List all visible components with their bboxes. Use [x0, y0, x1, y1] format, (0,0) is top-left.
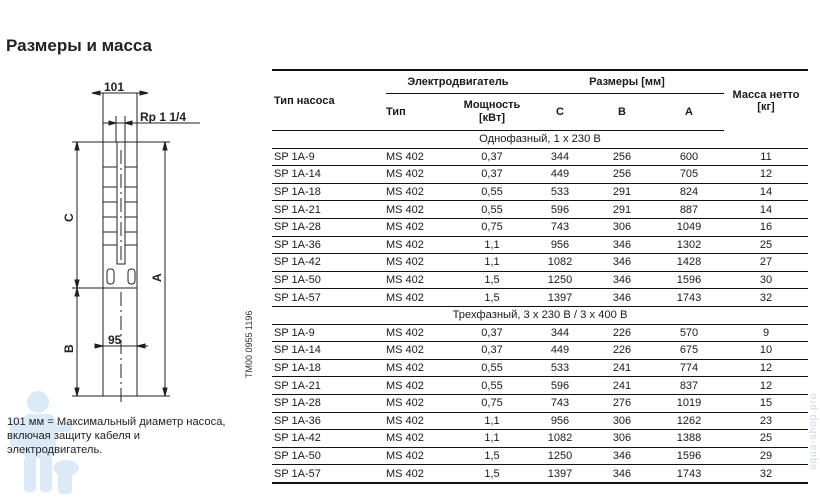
cell-b: 346 — [590, 447, 654, 465]
cell-a: 1388 — [654, 430, 724, 448]
cell-motor: MS 402 — [386, 218, 454, 236]
cell-power: 1,5 — [454, 271, 530, 289]
cell-motor: MS 402 — [386, 447, 454, 465]
cell-power: 0,75 — [454, 394, 530, 412]
table-row — [272, 289, 808, 307]
cell-pump: SP 1A-9 — [272, 148, 386, 166]
cell-mass: 14 — [724, 183, 808, 201]
dim-b-label: B — [62, 344, 76, 353]
cell-power: 0,37 — [454, 148, 530, 166]
cell-c: 449 — [530, 342, 590, 360]
cell-a: 1743 — [654, 465, 724, 483]
cell-c: 1397 — [530, 289, 590, 307]
cell-a: 824 — [654, 183, 724, 201]
table-row — [272, 342, 808, 360]
cell-b: 241 — [590, 359, 654, 377]
cell-c: 1082 — [530, 430, 590, 448]
cell-mass: 12 — [724, 359, 808, 377]
site-watermark: aqua-shop.pro — [808, 392, 819, 470]
cell-motor: MS 402 — [386, 166, 454, 184]
cell-c: 533 — [530, 359, 590, 377]
cell-pump: SP 1A-18 — [272, 359, 386, 377]
cell-pump: SP 1A-36 — [272, 236, 386, 254]
cell-power: 1,1 — [454, 412, 530, 430]
table-row — [272, 201, 808, 219]
cell-c: 1082 — [530, 254, 590, 272]
cell-power: 0,75 — [454, 218, 530, 236]
col-header-dims-group: Размеры [мм] — [530, 70, 724, 94]
cell-mass: 14 — [724, 201, 808, 219]
table-row — [272, 166, 808, 184]
cell-c: 344 — [530, 148, 590, 166]
cell-mass: 32 — [724, 289, 808, 307]
cell-b: 241 — [590, 377, 654, 395]
cell-a: 887 — [654, 201, 724, 219]
cell-pump: SP 1A-36 — [272, 412, 386, 430]
cell-motor: MS 402 — [386, 465, 454, 483]
drawing-code: TM00 0955 1196 — [244, 310, 254, 378]
cell-pump: SP 1A-57 — [272, 289, 386, 307]
cell-pump: SP 1A-28 — [272, 218, 386, 236]
table-row — [272, 236, 808, 254]
table-row — [272, 377, 808, 395]
cell-pump: SP 1A-9 — [272, 324, 386, 342]
cell-mass: 15 — [724, 394, 808, 412]
cell-power: 0,55 — [454, 359, 530, 377]
cell-b: 256 — [590, 166, 654, 184]
dim-width-top-label: 101 — [104, 80, 125, 94]
cell-a: 600 — [654, 148, 724, 166]
dimensions-mass-table — [272, 69, 808, 484]
cell-motor: MS 402 — [386, 377, 454, 395]
cell-mass: 11 — [724, 148, 808, 166]
cell-c: 1250 — [530, 447, 590, 465]
group-header-row — [272, 306, 808, 324]
cell-motor: MS 402 — [386, 148, 454, 166]
cell-power: 0,37 — [454, 166, 530, 184]
cell-mass: 9 — [724, 324, 808, 342]
cell-c: 596 — [530, 377, 590, 395]
cell-c: 956 — [530, 236, 590, 254]
cell-motor: MS 402 — [386, 183, 454, 201]
cell-motor: MS 402 — [386, 430, 454, 448]
table-row — [272, 359, 808, 377]
cell-pump: SP 1A-21 — [272, 377, 386, 395]
col-header-motor-group: Электродвигатель — [386, 70, 530, 94]
cell-b: 226 — [590, 342, 654, 360]
cell-mass: 30 — [724, 271, 808, 289]
cell-power: 1,5 — [454, 465, 530, 483]
cell-mass: 25 — [724, 236, 808, 254]
cell-mass: 12 — [724, 166, 808, 184]
table-row — [272, 271, 808, 289]
cell-power: 1,1 — [454, 254, 530, 272]
cell-pump: SP 1A-14 — [272, 342, 386, 360]
cell-a: 1743 — [654, 289, 724, 307]
col-header-power: Мощность [кВт] — [454, 94, 530, 131]
cell-b: 346 — [590, 254, 654, 272]
table-row — [272, 430, 808, 448]
cell-mass: 32 — [724, 465, 808, 483]
cell-motor: MS 402 — [386, 271, 454, 289]
cell-a: 675 — [654, 342, 724, 360]
cell-pump: SP 1A-21 — [272, 201, 386, 219]
cell-power: 0,55 — [454, 201, 530, 219]
col-header-pump-type: Тип насоса — [272, 70, 386, 131]
group-label: Трехфазный, 3 x 230 В / 3 x 400 В — [272, 306, 808, 324]
cell-b: 306 — [590, 430, 654, 448]
group-header-row — [272, 131, 808, 149]
cell-power: 1,5 — [454, 289, 530, 307]
cell-b: 291 — [590, 183, 654, 201]
cell-mass: 10 — [724, 342, 808, 360]
cell-motor: MS 402 — [386, 254, 454, 272]
cell-mass: 27 — [724, 254, 808, 272]
cell-mass: 23 — [724, 412, 808, 430]
cell-c: 743 — [530, 218, 590, 236]
cell-motor: MS 402 — [386, 342, 454, 360]
cell-b: 291 — [590, 201, 654, 219]
cell-a: 705 — [654, 166, 724, 184]
cell-motor: MS 402 — [386, 236, 454, 254]
cell-pump: SP 1A-42 — [272, 254, 386, 272]
cell-a: 1596 — [654, 447, 724, 465]
cell-motor: MS 402 — [386, 289, 454, 307]
cell-c: 344 — [530, 324, 590, 342]
cell-a: 774 — [654, 359, 724, 377]
cell-b: 256 — [590, 148, 654, 166]
cell-a: 1262 — [654, 412, 724, 430]
cell-pump: SP 1A-14 — [272, 166, 386, 184]
cell-motor: MS 402 — [386, 324, 454, 342]
cell-c: 743 — [530, 394, 590, 412]
cell-b: 226 — [590, 324, 654, 342]
table-row — [272, 183, 808, 201]
dim-thread-label: Rp 1 1/4 — [140, 110, 187, 124]
cell-a: 1302 — [654, 236, 724, 254]
cell-c: 1397 — [530, 465, 590, 483]
cell-power: 1,5 — [454, 447, 530, 465]
cell-motor: MS 402 — [386, 412, 454, 430]
cell-motor: MS 402 — [386, 359, 454, 377]
group-label: Однофазный, 1 x 230 В — [272, 131, 808, 149]
cell-b: 346 — [590, 289, 654, 307]
cell-motor: MS 402 — [386, 201, 454, 219]
cell-mass: 16 — [724, 218, 808, 236]
cell-a: 1428 — [654, 254, 724, 272]
cell-mass: 25 — [724, 430, 808, 448]
cell-c: 956 — [530, 412, 590, 430]
cell-a: 837 — [654, 377, 724, 395]
cell-pump: SP 1A-50 — [272, 447, 386, 465]
cell-pump: SP 1A-42 — [272, 430, 386, 448]
cell-power: 1,1 — [454, 430, 530, 448]
dim-width-bottom-label: 95 — [108, 333, 122, 347]
cell-c: 533 — [530, 183, 590, 201]
cell-power: 0,55 — [454, 183, 530, 201]
table-row — [272, 218, 808, 236]
table-row — [272, 465, 808, 483]
cell-mass: 29 — [724, 447, 808, 465]
cell-b: 306 — [590, 412, 654, 430]
cell-c: 449 — [530, 166, 590, 184]
cell-c: 1250 — [530, 271, 590, 289]
col-header-motor-type: Тип — [386, 94, 454, 131]
dim-a-label: A — [150, 273, 164, 282]
table-row — [272, 412, 808, 430]
cell-b: 346 — [590, 271, 654, 289]
table-row — [272, 148, 808, 166]
cell-a: 570 — [654, 324, 724, 342]
cell-a: 1596 — [654, 271, 724, 289]
col-header-a: A — [654, 94, 724, 131]
cell-b: 276 — [590, 394, 654, 412]
dim-c-label: C — [62, 213, 76, 222]
diameter-note: 101 мм = Максимальный диаметр насоса, включая защиту кабеля и электродвигатель. — [7, 416, 226, 456]
cell-power: 0,37 — [454, 342, 530, 360]
cell-mass: 12 — [724, 377, 808, 395]
cell-power: 0,37 — [454, 324, 530, 342]
cell-power: 0,55 — [454, 377, 530, 395]
cell-a: 1049 — [654, 218, 724, 236]
cell-b: 346 — [590, 465, 654, 483]
cell-power: 1,1 — [454, 236, 530, 254]
page-title: Размеры и масса — [6, 36, 153, 55]
cell-a: 1019 — [654, 394, 724, 412]
cell-motor: MS 402 — [386, 394, 454, 412]
col-header-c: C — [530, 94, 590, 131]
col-header-mass: Масса нетто [кг] — [732, 88, 800, 113]
cell-b: 346 — [590, 236, 654, 254]
col-header-b: B — [590, 94, 654, 131]
table-row — [272, 394, 808, 412]
table-body — [272, 131, 808, 483]
table-row — [272, 324, 808, 342]
table-row — [272, 254, 808, 272]
cell-pump: SP 1A-50 — [272, 271, 386, 289]
cell-pump: SP 1A-18 — [272, 183, 386, 201]
cell-pump: SP 1A-57 — [272, 465, 386, 483]
cell-pump: SP 1A-28 — [272, 394, 386, 412]
table-row — [272, 447, 808, 465]
cell-c: 596 — [530, 201, 590, 219]
cell-b: 306 — [590, 218, 654, 236]
